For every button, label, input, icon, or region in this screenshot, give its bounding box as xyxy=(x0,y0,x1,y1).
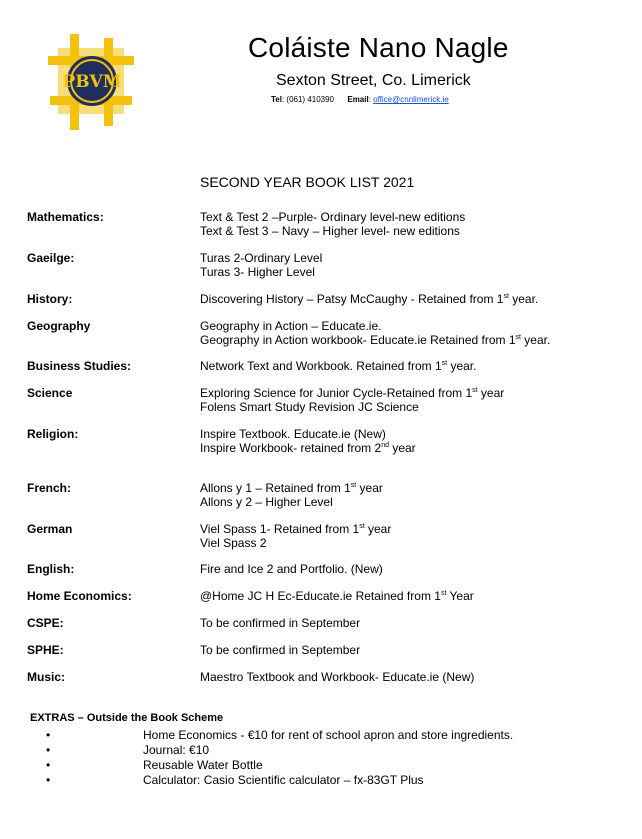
subject-name: German xyxy=(27,522,73,536)
subject-name: CSPE: xyxy=(27,616,64,630)
book-line xyxy=(200,333,550,347)
book-entries xyxy=(200,292,538,306)
book-text: @Home JC H Ec-Educate.ie Retained from 1 xyxy=(200,589,441,603)
book-line xyxy=(200,481,383,495)
book-text: year xyxy=(364,522,392,536)
book-entries xyxy=(200,386,504,414)
book-line xyxy=(200,359,476,373)
subject-name: Music: xyxy=(27,670,66,684)
book-text: Text & Test 3 – Navy – Higher level- new editions xyxy=(200,224,460,238)
ordinal-suffix: nd xyxy=(381,442,389,449)
extras-item-text: Journal: €10 xyxy=(143,743,210,757)
book-text: Fire and Ice 2 and Portfolio. (New) xyxy=(200,562,383,576)
book-entries xyxy=(200,210,465,238)
bullet-icon: • xyxy=(46,743,51,757)
book-text: Exploring Science for Junior Cycle-Retained from 1 xyxy=(200,386,473,400)
book-line xyxy=(200,536,391,550)
contact-line xyxy=(271,95,449,104)
subject-name: English: xyxy=(27,562,75,576)
ordinal-suffix: st xyxy=(441,360,448,367)
book-text: Text & Test 2 –Purple- Ordinary level-new editions xyxy=(200,210,466,224)
book-line xyxy=(200,643,360,657)
subject-name: Religion: xyxy=(27,427,79,441)
book-line xyxy=(200,400,504,414)
book-text: Inspire Workbook- retained from 2 xyxy=(200,441,382,455)
book-line xyxy=(200,427,416,441)
book-line xyxy=(200,292,538,306)
book-line xyxy=(200,265,322,279)
book-line xyxy=(200,522,391,536)
subject-name: Home Economics: xyxy=(27,589,132,603)
ordinal-suffix: st xyxy=(503,293,509,300)
email-link[interactable]: office@cnnlimerick.ie xyxy=(373,95,449,104)
extras-item xyxy=(0,728,642,743)
book-entries xyxy=(200,670,474,684)
book-text: Allons y 1 – Retained from 1 xyxy=(200,481,351,495)
tel-label: Tel xyxy=(271,95,282,104)
book-entries xyxy=(200,481,383,509)
book-line xyxy=(200,670,474,684)
subject-name: Gaeilge: xyxy=(27,251,75,265)
logo-lettering: PBVM xyxy=(62,72,122,92)
book-text: Maestro Textbook and Workbook- Educate.ie (New) xyxy=(200,670,475,684)
book-entries xyxy=(200,427,416,455)
book-line xyxy=(200,441,416,455)
book-entries xyxy=(200,643,360,657)
subject-name: SPHE: xyxy=(27,643,64,657)
subject-name: Geography xyxy=(27,319,91,333)
book-entries xyxy=(200,522,391,550)
book-entries xyxy=(200,251,322,279)
book-text: Network Text and Workbook. Retained from 1 xyxy=(200,359,442,373)
bullet-icon: • xyxy=(46,728,51,742)
book-line xyxy=(200,251,322,265)
extras-item xyxy=(0,773,642,788)
book-entries xyxy=(200,319,550,347)
bullet-icon: • xyxy=(46,773,51,787)
book-entries xyxy=(200,359,476,373)
book-text: Folens Smart Study Revision JC Science xyxy=(200,400,419,414)
book-text: Year xyxy=(446,589,474,603)
book-text: Discovering History – Patsy McCaughy - Retained from 1 xyxy=(200,292,504,306)
book-text: year xyxy=(477,386,505,400)
book-line xyxy=(200,210,465,224)
book-line xyxy=(200,562,383,576)
bullet-icon: • xyxy=(46,758,51,772)
ordinal-suffix: st xyxy=(440,590,447,597)
book-text: Viel Spass 2 xyxy=(200,536,267,550)
subject-name: History: xyxy=(27,292,73,306)
book-text: Turas 2-Ordinary Level xyxy=(200,251,323,265)
ordinal-suffix: st xyxy=(359,523,365,530)
book-text: year. xyxy=(508,292,539,306)
book-text: year xyxy=(389,441,416,455)
extras-item xyxy=(0,758,642,773)
ordinal-suffix: st xyxy=(350,482,357,489)
book-line xyxy=(200,589,474,603)
book-entries xyxy=(200,616,360,630)
book-text: Turas 3- Higher Level xyxy=(200,265,315,279)
email-separator: : xyxy=(368,95,374,104)
extras-title: EXTRAS – Outside the Book Scheme xyxy=(30,712,224,724)
extras-item-text: Home Economics - €10 for rent of school apron and store ingredients. xyxy=(143,728,514,742)
book-line xyxy=(200,224,465,238)
book-entries xyxy=(200,589,474,603)
school-name: Coláiste Nano Nagle xyxy=(248,32,509,63)
book-text: To be confirmed in September xyxy=(200,643,361,657)
subject-name: French: xyxy=(27,481,72,495)
school-crest-logo xyxy=(48,34,134,130)
subject-name: Mathematics: xyxy=(27,210,104,224)
email-label: Email xyxy=(347,95,369,104)
tel-value: : (061) 410390 xyxy=(281,95,335,104)
book-line xyxy=(200,495,383,509)
book-text: Allons y 2 – Higher Level xyxy=(200,495,333,509)
extras-item-text: Calculator: Casio Scientific calculator – fx-83GT Plus xyxy=(143,773,424,787)
extras-list xyxy=(0,728,642,788)
subject-name: Business Studies: xyxy=(27,359,132,373)
extras-item xyxy=(0,743,642,758)
ordinal-suffix: st xyxy=(515,334,521,341)
book-entries xyxy=(200,562,383,576)
book-list-title: SECOND YEAR BOOK LIST 2021 xyxy=(200,174,415,190)
book-text: year. xyxy=(520,333,551,347)
book-text: year xyxy=(356,481,383,495)
book-text: Geography in Action workbook- Educate.ie Retained from 1 xyxy=(200,333,516,347)
book-line xyxy=(200,319,550,333)
book-text: Geography in Action – Educate.ie. xyxy=(200,319,382,333)
school-address: Sexton Street, Co. Limerick xyxy=(276,72,471,89)
book-line xyxy=(200,386,504,400)
book-text: Inspire Textbook. Educate.ie (New) xyxy=(200,427,386,441)
extras-item-text: Reusable Water Bottle xyxy=(143,758,263,772)
ordinal-suffix: st xyxy=(472,387,478,394)
book-text: Viel Spass 1- Retained from 1 xyxy=(200,522,360,536)
book-line xyxy=(200,616,360,630)
book-text: To be confirmed in September xyxy=(200,616,361,630)
subject-name: Science xyxy=(27,386,73,400)
book-text: year. xyxy=(447,359,477,373)
